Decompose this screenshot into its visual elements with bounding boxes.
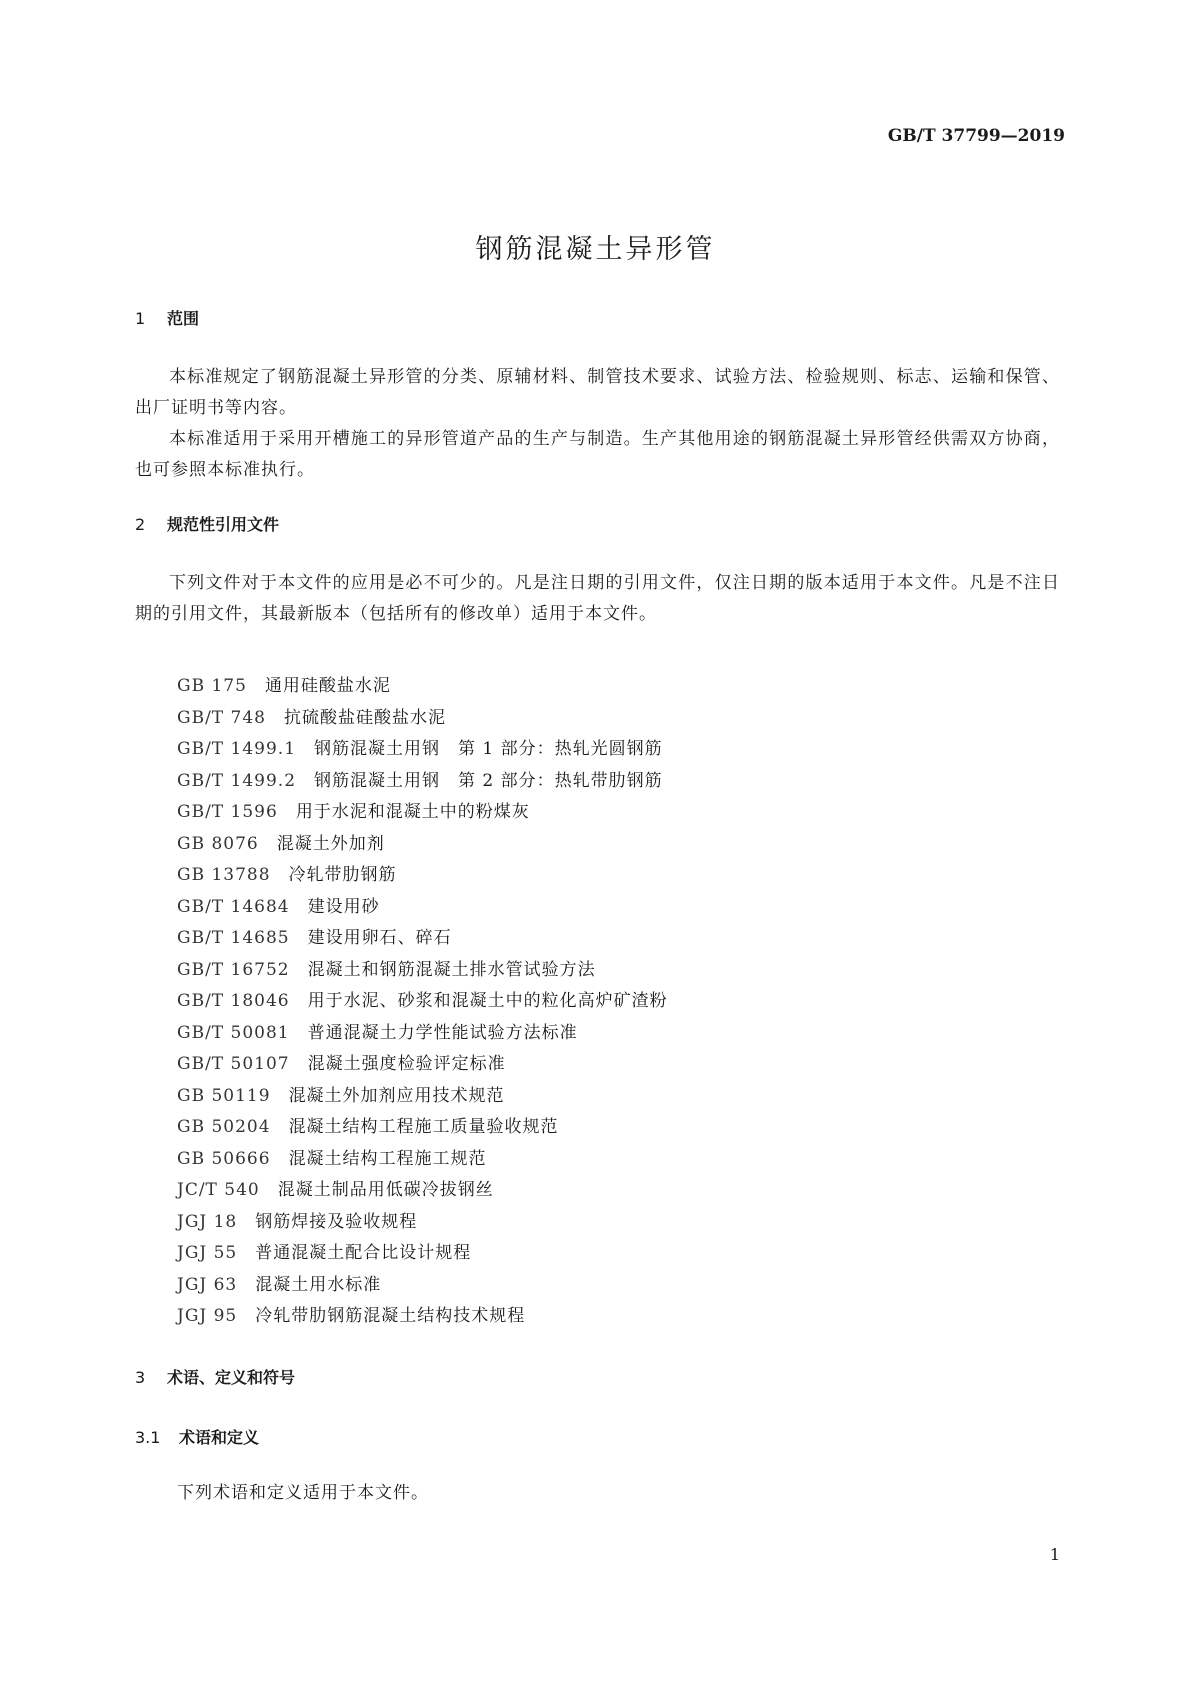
reference-title: 混凝土强度检验评定标准 [307,1054,506,1074]
reference-code: GB/T 50081 [177,1022,290,1043]
list-item [177,703,668,735]
reference-code: GB/T 16752 [177,959,290,980]
reference-title: 冷轧带肋钢筋混凝土结构技术规程 [255,1306,526,1326]
reference-title: 混凝土外加剂 [276,833,385,854]
reference-code: GB 175 [177,676,247,696]
list-item [177,986,668,1018]
reference-code: GB 50204 [177,1117,271,1137]
list-item [177,766,668,798]
reference-title: 混凝土外加剂应用技术规范 [288,1085,505,1106]
reference-title: 普通混凝土配合比设计规程 [255,1243,472,1263]
reference-title: 混凝土用水标准 [255,1274,382,1295]
section-number: 3 [135,1368,146,1387]
reference-code: GB 13788 [177,865,271,885]
reference-title: 钢筋焊接及验收规程 [255,1211,418,1232]
document-title: 钢筋混凝土异形管 [475,234,716,265]
reference-title: 混凝土结构工程施工规范 [288,1148,487,1169]
list-item [177,671,668,703]
section-2-intro: 下列文件对于本文件的应用是必不可少的。凡是注日期的引用文件，仅注日期的版本适用于本文件。凡是不注日期的引用文件，其最新版本（包括所有的修改单）适用于本文件。 [135,573,1060,624]
list-item [177,734,668,766]
subsection-3-1-heading [135,1425,259,1448]
list-item [177,797,668,829]
reference-title: 钢筋混凝土用钢 第 2 部分：热轧带肋钢筋 [314,770,663,791]
list-item [177,1207,668,1239]
reference-list [177,671,668,1333]
reference-code: GB 50666 [177,1148,271,1169]
section-title: 术语、定义和符号 [167,1368,296,1387]
reference-code: GB/T 50107 [177,1054,290,1074]
list-item [177,1112,668,1144]
reference-title: 冷轧带肋钢筋 [288,865,397,885]
reference-code: JC/T 540 [177,1180,260,1200]
standard-code: GB/T 37799—2019 [887,126,1065,146]
section-title: 规范性引用文件 [167,515,280,534]
list-item [177,955,668,987]
reference-code: JGJ 18 [177,1211,238,1232]
list-item [177,1175,668,1207]
section-1-heading [135,306,199,329]
list-item [177,923,668,955]
reference-code: GB/T 14684 [177,896,290,917]
reference-title: 通用硅酸盐水泥 [264,676,391,696]
reference-title: 抗硫酸盐硅酸盐水泥 [284,707,446,728]
section-number: 2 [135,515,146,534]
list-item [177,1049,668,1081]
reference-code: GB 50119 [177,1085,271,1106]
reference-code: GB/T 1499.2 [177,770,297,791]
subsection-number: 3.1 [135,1428,161,1447]
list-item [177,1270,668,1302]
reference-code: GB/T 1596 [177,802,278,822]
reference-title: 用于水泥和混凝土中的粉煤灰 [295,802,530,822]
reference-code: GB/T 748 [177,707,266,728]
subsection-3-1-text: 下列术语和定义适用于本文件。 [177,1483,429,1503]
subsection-title: 术语和定义 [179,1428,260,1447]
section-1-paragraph-2: 本标准适用于采用开槽施工的异形管道产品的生产与制造。生产其他用途的钢筋混凝土异形管经供需双方协商，也可参照本标准执行。 [135,429,1060,480]
list-item [177,829,668,861]
page-number: 1 [1049,1545,1060,1564]
list-item [177,860,668,892]
reference-title: 混凝土和钢筋混凝土排水管试验方法 [307,959,596,980]
section-3-heading [135,1365,295,1388]
list-item [177,892,668,924]
reference-title: 混凝土制品用低碳冷拔钢丝 [277,1180,494,1200]
list-item [177,1238,668,1270]
reference-code: JGJ 55 [177,1243,238,1263]
section-number: 1 [135,309,146,328]
reference-code: JGJ 95 [177,1306,238,1326]
reference-title: 用于水泥、砂浆和混凝土中的粒化高炉矿渣粉 [307,991,668,1011]
reference-title: 普通混凝土力学性能试验方法标准 [307,1022,578,1043]
reference-title: 建设用卵石、碎石 [307,928,452,948]
list-item [177,1018,668,1050]
reference-code: GB 8076 [177,833,259,854]
reference-code: JGJ 63 [177,1274,238,1295]
reference-code: GB/T 18046 [177,991,290,1011]
reference-code: GB/T 1499.1 [177,739,297,759]
list-item [177,1081,668,1113]
section-2-heading [135,512,279,535]
reference-title: 钢筋混凝土用钢 第 1 部分：热轧光圆钢筋 [314,739,663,759]
section-title: 范围 [167,309,200,328]
reference-title: 混凝土结构工程施工质量验收规范 [288,1117,559,1137]
list-item [177,1144,668,1176]
reference-code: GB/T 14685 [177,928,290,948]
section-1-paragraph-1: 本标准规定了钢筋混凝土异形管的分类、原辅材料、制管技术要求、试验方法、检验规则、标志、运输和保管、出厂证明书等内容。 [135,367,1060,418]
list-item [177,1301,668,1333]
reference-title: 建设用砂 [307,896,380,917]
